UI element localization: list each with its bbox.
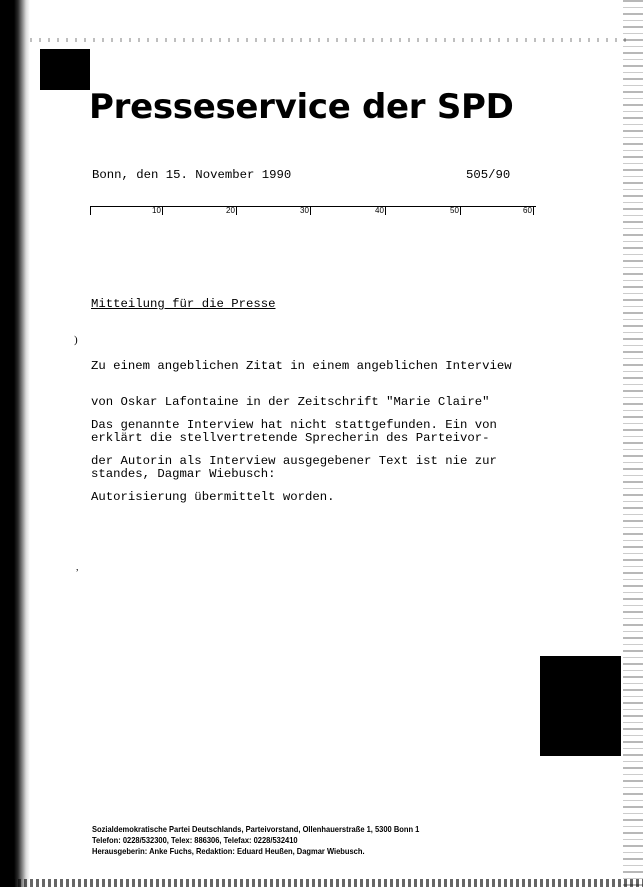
margin-mark: , xyxy=(76,562,79,573)
letterhead-footer xyxy=(92,824,419,857)
footer-contact: Telefon: 0228/532300, Telex: 886306, Telefax: 0228/532410 xyxy=(92,836,298,845)
text-line: Autorisierung übermittelt worden. xyxy=(91,490,335,504)
footer-address: Sozialdemokratische Partei Deutschlands, Parteivorstand, Ollenhauerstraße 1, 5300 Bonn 1 xyxy=(92,825,420,834)
ruler-mark: 50 xyxy=(450,206,459,215)
typewriter-ruler xyxy=(90,203,538,215)
text-line: Zu einem angeblichen Zitat in einem angeblichen Interview xyxy=(91,359,512,373)
text-line: standes, Dagmar Wiebusch: xyxy=(91,467,276,481)
letterhead-title: Presseservice der SPD xyxy=(89,87,514,127)
press-release-heading: Mitteilung für die Presse xyxy=(91,297,276,311)
text-line: erklärt die stellvertretende Sprecherin des Parteivor- xyxy=(91,431,490,445)
paragraph-statement xyxy=(91,395,497,527)
registration-mark-bottom xyxy=(540,656,621,756)
scan-right-edge xyxy=(623,0,643,887)
document-number: 505/90 xyxy=(466,168,511,182)
registration-mark-top xyxy=(40,49,90,90)
ruler-mark: 10 xyxy=(152,206,161,215)
scan-top-edge xyxy=(30,38,630,42)
scan-left-edge xyxy=(0,0,30,887)
footer-editors: Herausgeberin: Anke Fuchs, Redaktion: Eduard Heußen, Dagmar Wiebusch. xyxy=(92,847,365,856)
place-date: Bonn, den 15. November 1990 xyxy=(92,168,292,182)
ruler-mark: 30 xyxy=(300,206,309,215)
scan-bottom-edge xyxy=(0,879,643,887)
ruler-mark: 40 xyxy=(375,206,384,215)
margin-mark: ) xyxy=(74,334,78,346)
text-line: der Autorin als Interview ausgegebener Text ist nie zur xyxy=(91,454,497,468)
ruler-mark: 20 xyxy=(226,206,235,215)
ruler-start-tick xyxy=(90,206,91,215)
text-line: Das genannte Interview hat nicht stattgefunden. Ein von xyxy=(91,418,497,432)
text-line: von Oskar Lafontaine in der Zeitschrift "Marie Claire" xyxy=(91,395,490,409)
ruler-mark: 60 xyxy=(523,206,532,215)
